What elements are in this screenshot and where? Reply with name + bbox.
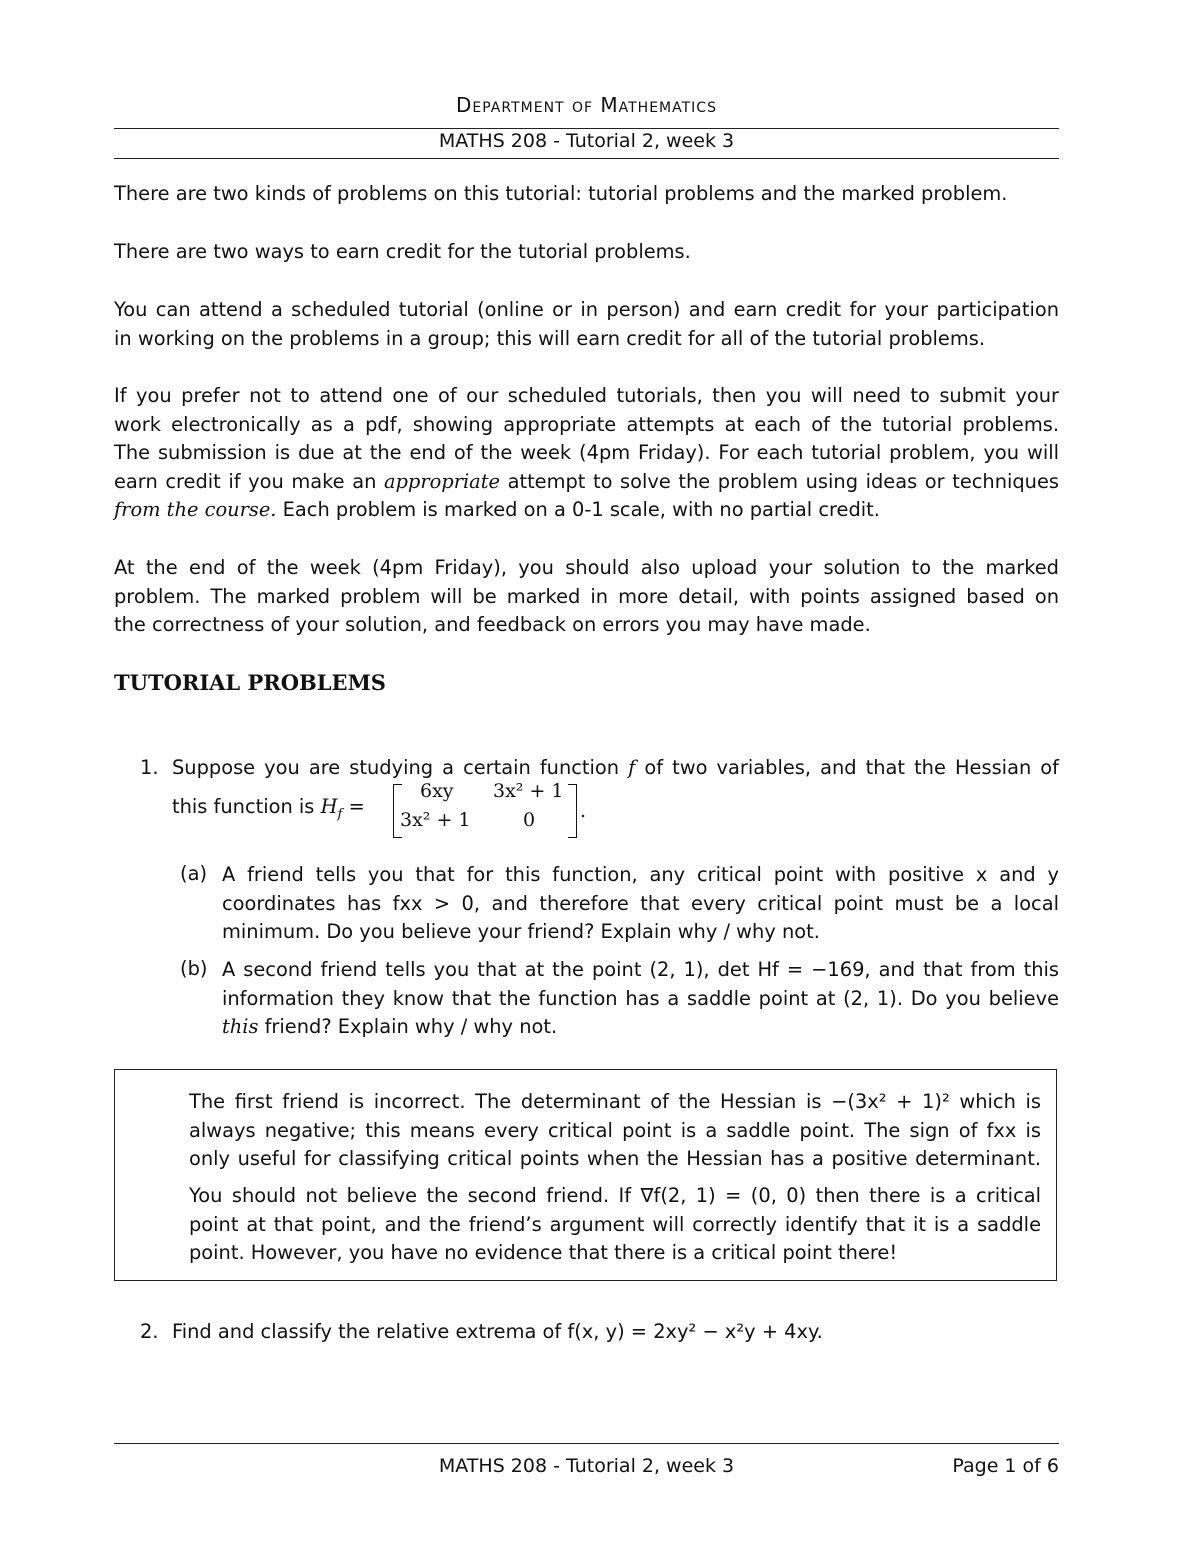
- matrix-cell-a22: 0: [523, 809, 536, 831]
- text-line: [114, 468, 1059, 497]
- text-line: point at that point, and the friend’s argument will correctly identify that it is a saddle: [189, 1212, 1041, 1236]
- text-line: A friend tells you that for this function, any critical point with positive x and y: [222, 863, 1059, 886]
- problem-2-text: Find and classify the relative extrema of f(x, y) = 2xy² − x²y + 4xy.: [172, 1320, 823, 1343]
- text-line: in working on the problems in a group; this will earn credit for all of the tutorial problems.: [114, 326, 985, 350]
- part-b-text: [222, 956, 1059, 1042]
- text-line: the correctness of your solution, and feedback on errors you may have made.: [114, 613, 871, 637]
- intro-paragraph-5: [114, 554, 1059, 640]
- text-line: A second friend tells you that at the point (2, 1), det Hf = −169, and that from this: [222, 958, 1059, 981]
- text-line: [114, 496, 1059, 525]
- intro-paragraph-2: [114, 238, 1059, 267]
- text-line: coordinates has fxx > 0, and therefore that every critical point must be a local: [222, 891, 1059, 915]
- text-fragment: this function is: [172, 795, 321, 818]
- part-a-text: [222, 861, 1059, 947]
- equals-sign: =: [342, 795, 365, 818]
- hessian-symbol: H: [320, 795, 338, 818]
- math-var: f: [628, 756, 636, 779]
- text-line: always negative; this means every critical point is a saddle point. The sign of fxx is: [189, 1118, 1041, 1142]
- text-fragment: Suppose you are studying a certain function: [172, 756, 629, 779]
- text-line: You should not believe the second friend. If ∇f(2, 1) = (0, 0) then there is a critical: [189, 1184, 1041, 1207]
- footer-course-line: MATHS 208 - Tutorial 2, week 3: [438, 1455, 735, 1477]
- part-b-label: (b): [180, 957, 208, 980]
- text-line: [222, 1013, 1059, 1042]
- text-line: The first friend is incorrect. The determinant of the Hessian is −(3x² + 1)² which is: [189, 1090, 1041, 1113]
- text-fragment: attempt to solve the problem using ideas or techniques: [500, 469, 1060, 493]
- footer-rule: [114, 1443, 1059, 1444]
- emphasis-text: this: [222, 1015, 259, 1039]
- text-line: You can attend a scheduled tutorial (online or in person) and earn credit for your participation: [114, 298, 1059, 321]
- text-line: information they know that the function has a saddle point at (2, 1). Do you believe: [222, 986, 1059, 1010]
- problem-1-line-1: [172, 754, 1059, 783]
- matrix-cell-a11: 6xy: [420, 780, 454, 802]
- header-rule-top: [114, 128, 1059, 129]
- matrix-cell-a21: 3x² + 1: [400, 809, 471, 831]
- section-title: TUTORIAL PROBLEMS: [114, 670, 386, 695]
- text-line: At the end of the week (4pm Friday), you should also upload your solution to the marked: [114, 556, 1059, 579]
- text-line: The submission is due at the end of the week (4pm Friday). For each tutorial problem, you will: [114, 441, 1059, 465]
- text-fragment: earn credit if you make an: [114, 469, 384, 493]
- solution-paragraph-1: [189, 1088, 1041, 1174]
- matrix-period: .: [580, 800, 587, 822]
- department-title: Department of Mathematics: [456, 93, 717, 117]
- text-line: work electronically as a pdf, showing appropriate attempts at each of the tutorial problems.: [114, 412, 1059, 436]
- emphasis-text: appropriate: [383, 469, 500, 493]
- problem-2-number: 2.: [140, 1320, 159, 1343]
- text-line: There are two ways to earn credit for the tutorial problems.: [114, 240, 691, 263]
- text-line: There are two kinds of problems on this tutorial: tutorial problems and the marked problem.: [114, 182, 1008, 205]
- problem-1-number: 1.: [140, 756, 159, 779]
- hessian-subscript: f: [337, 806, 343, 822]
- matrix-cell-a12: 3x² + 1: [493, 780, 564, 802]
- part-a-label: (a): [180, 862, 208, 885]
- text-line: [172, 754, 1059, 783]
- intro-paragraph-4: [114, 382, 1059, 525]
- course-line: MATHS 208 - Tutorial 2, week 3: [438, 130, 735, 152]
- intro-paragraph-1: [114, 180, 1059, 209]
- matrix-right-bracket: [568, 784, 577, 838]
- emphasis-text: from the course.: [114, 498, 277, 522]
- text-line: problem. The marked problem will be marked in more detail, with points assigned based on: [114, 584, 1059, 608]
- text-fragment: of two variables, and that the Hessian of: [635, 756, 1059, 779]
- header-rule-bottom: [114, 158, 1059, 159]
- text-line: If you prefer not to attend one of our scheduled tutorials, then you will need to submit your: [114, 384, 1059, 407]
- text-fragment: Each problem is marked on a 0-1 scale, with no partial credit.: [276, 498, 880, 522]
- intro-paragraph-3: [114, 296, 1059, 353]
- footer-page-number: Page 1 of 6: [952, 1455, 1059, 1477]
- problem-1-line-2: [172, 795, 365, 822]
- solution-paragraph-2: [189, 1182, 1041, 1268]
- text-line: minimum. Do you believe your friend? Explain why / why not.: [222, 920, 820, 944]
- text-line: only useful for classifying critical points when the Hessian has a positive determinant.: [189, 1147, 1041, 1171]
- text-line: point. However, you have no evidence that there is a critical point there!: [189, 1241, 898, 1265]
- text-fragment: friend? Explain why / why not.: [258, 1015, 558, 1039]
